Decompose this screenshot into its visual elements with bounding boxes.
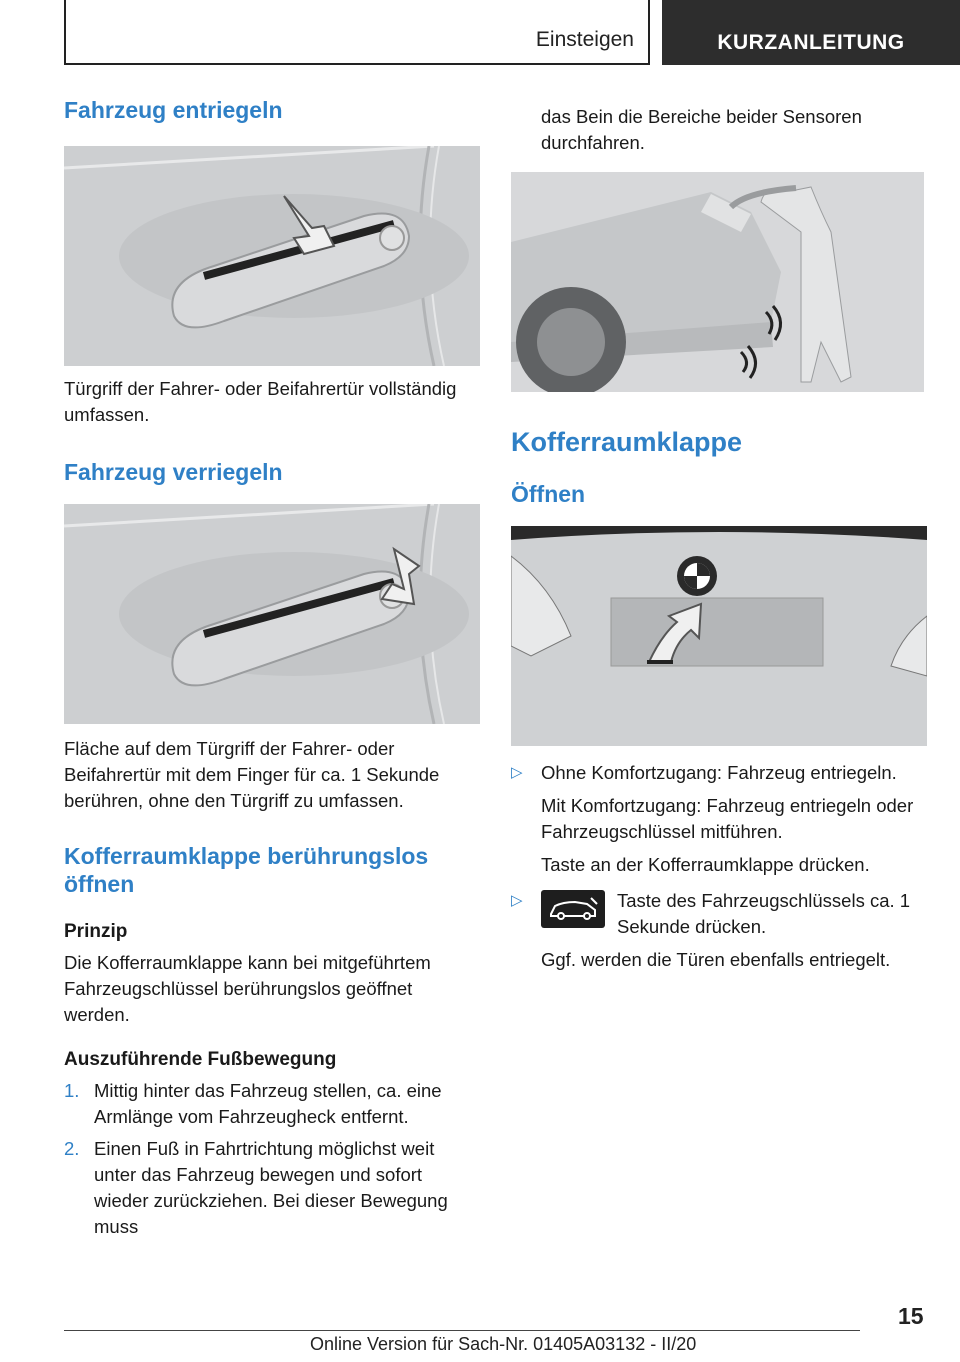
bullet2-line-b: Ggf. werden die Türen ebenfalls entriegelt.	[541, 949, 891, 970]
right-column	[511, 104, 929, 980]
footer-text: Online Version für Sach-Nr. 01405A03132 - II/20	[310, 1334, 697, 1354]
left-column	[64, 96, 480, 1246]
bullet1-line-c: Taste an der Kofferraumklappe drücken.	[541, 854, 870, 875]
bullet2-line-a: Taste des Fahrzeugschlüssels ca. 1 Sekunde drücken.	[617, 890, 911, 937]
header-frame	[64, 0, 650, 65]
car-key-trunk-button-icon	[541, 890, 605, 928]
section-title: Einsteigen	[535, 28, 634, 51]
bullet-triangle-icon: ▷	[511, 892, 523, 909]
contactless-heading: Kofferraumklappe berührungslos öffnen	[64, 843, 429, 897]
movement-steps	[64, 1078, 480, 1240]
list-item	[64, 1078, 480, 1130]
bullet1-line-b: Mit Komfortzugang: Fahrzeug entriegeln oder Fahrzeugschlüssel mitführen.	[541, 795, 914, 842]
bullet-triangle-icon: ▷	[511, 764, 523, 781]
kick-sensor-image	[511, 172, 924, 392]
continued-text: das Bein die Bereiche beider Sensoren durchfahren.	[541, 106, 862, 153]
step-text: Mittig hinter das Fahrzeug stellen, ca. eine Armlänge vom Fahrzeugheck entfernt.	[94, 1080, 442, 1127]
footer-divider	[64, 1330, 860, 1331]
trunk-button-image	[511, 526, 927, 746]
open-heading: Öffnen	[511, 481, 586, 507]
principle-text: Die Kofferraumklappe kann bei mitgeführtem Fahrzeugschlüssel berührungslos geöffnet werden.	[64, 952, 431, 1025]
unlock-text: Türgriff der Fahrer- oder Beifahrertür vollständig umfassen.	[64, 378, 457, 425]
lock-text: Fläche auf dem Türgriff der Fahrer- oder Beifahrertür mit dem Finger für ca. 1 Sekunde berühren, ohne den Türgriff zu umfassen.	[64, 738, 440, 811]
movement-heading: Auszuführende Fußbewegung	[64, 1049, 337, 1070]
door-handle-unlock-image	[64, 146, 480, 366]
step-text: Einen Fuß in Fahrtrichtung möglichst weit unter das Fahrzeug bewegen und sofort wieder zurückziehen. Bei dieser Bewegung muss	[94, 1138, 448, 1237]
door-handle-lock-illustration	[64, 504, 480, 724]
step-number: 2.	[64, 1138, 80, 1159]
chapter-tab[interactable]	[662, 0, 960, 65]
page-number: 15	[898, 1303, 924, 1329]
door-handle-lock-image	[64, 504, 480, 724]
list-item	[64, 1136, 480, 1240]
bullet-item	[511, 888, 929, 973]
kick-sensor-illustration	[511, 172, 924, 392]
trunk-button-illustration	[511, 526, 927, 746]
bullet1-line-a: Ohne Komfortzugang: Fahrzeug entriegeln.	[541, 762, 897, 783]
chapter-tab-label: KURZANLEITUNG	[717, 31, 905, 54]
unlock-heading: Fahrzeug entriegeln	[64, 97, 283, 123]
bullet-item	[511, 760, 929, 878]
door-handle-unlock-illustration	[64, 146, 480, 366]
step-number: 1.	[64, 1080, 80, 1101]
trunk-car-icon	[541, 890, 605, 928]
principle-heading: Prinzip	[64, 921, 128, 942]
trunk-heading: Kofferraumklappe	[511, 427, 743, 457]
lock-heading: Fahrzeug verriegeln	[64, 459, 283, 485]
